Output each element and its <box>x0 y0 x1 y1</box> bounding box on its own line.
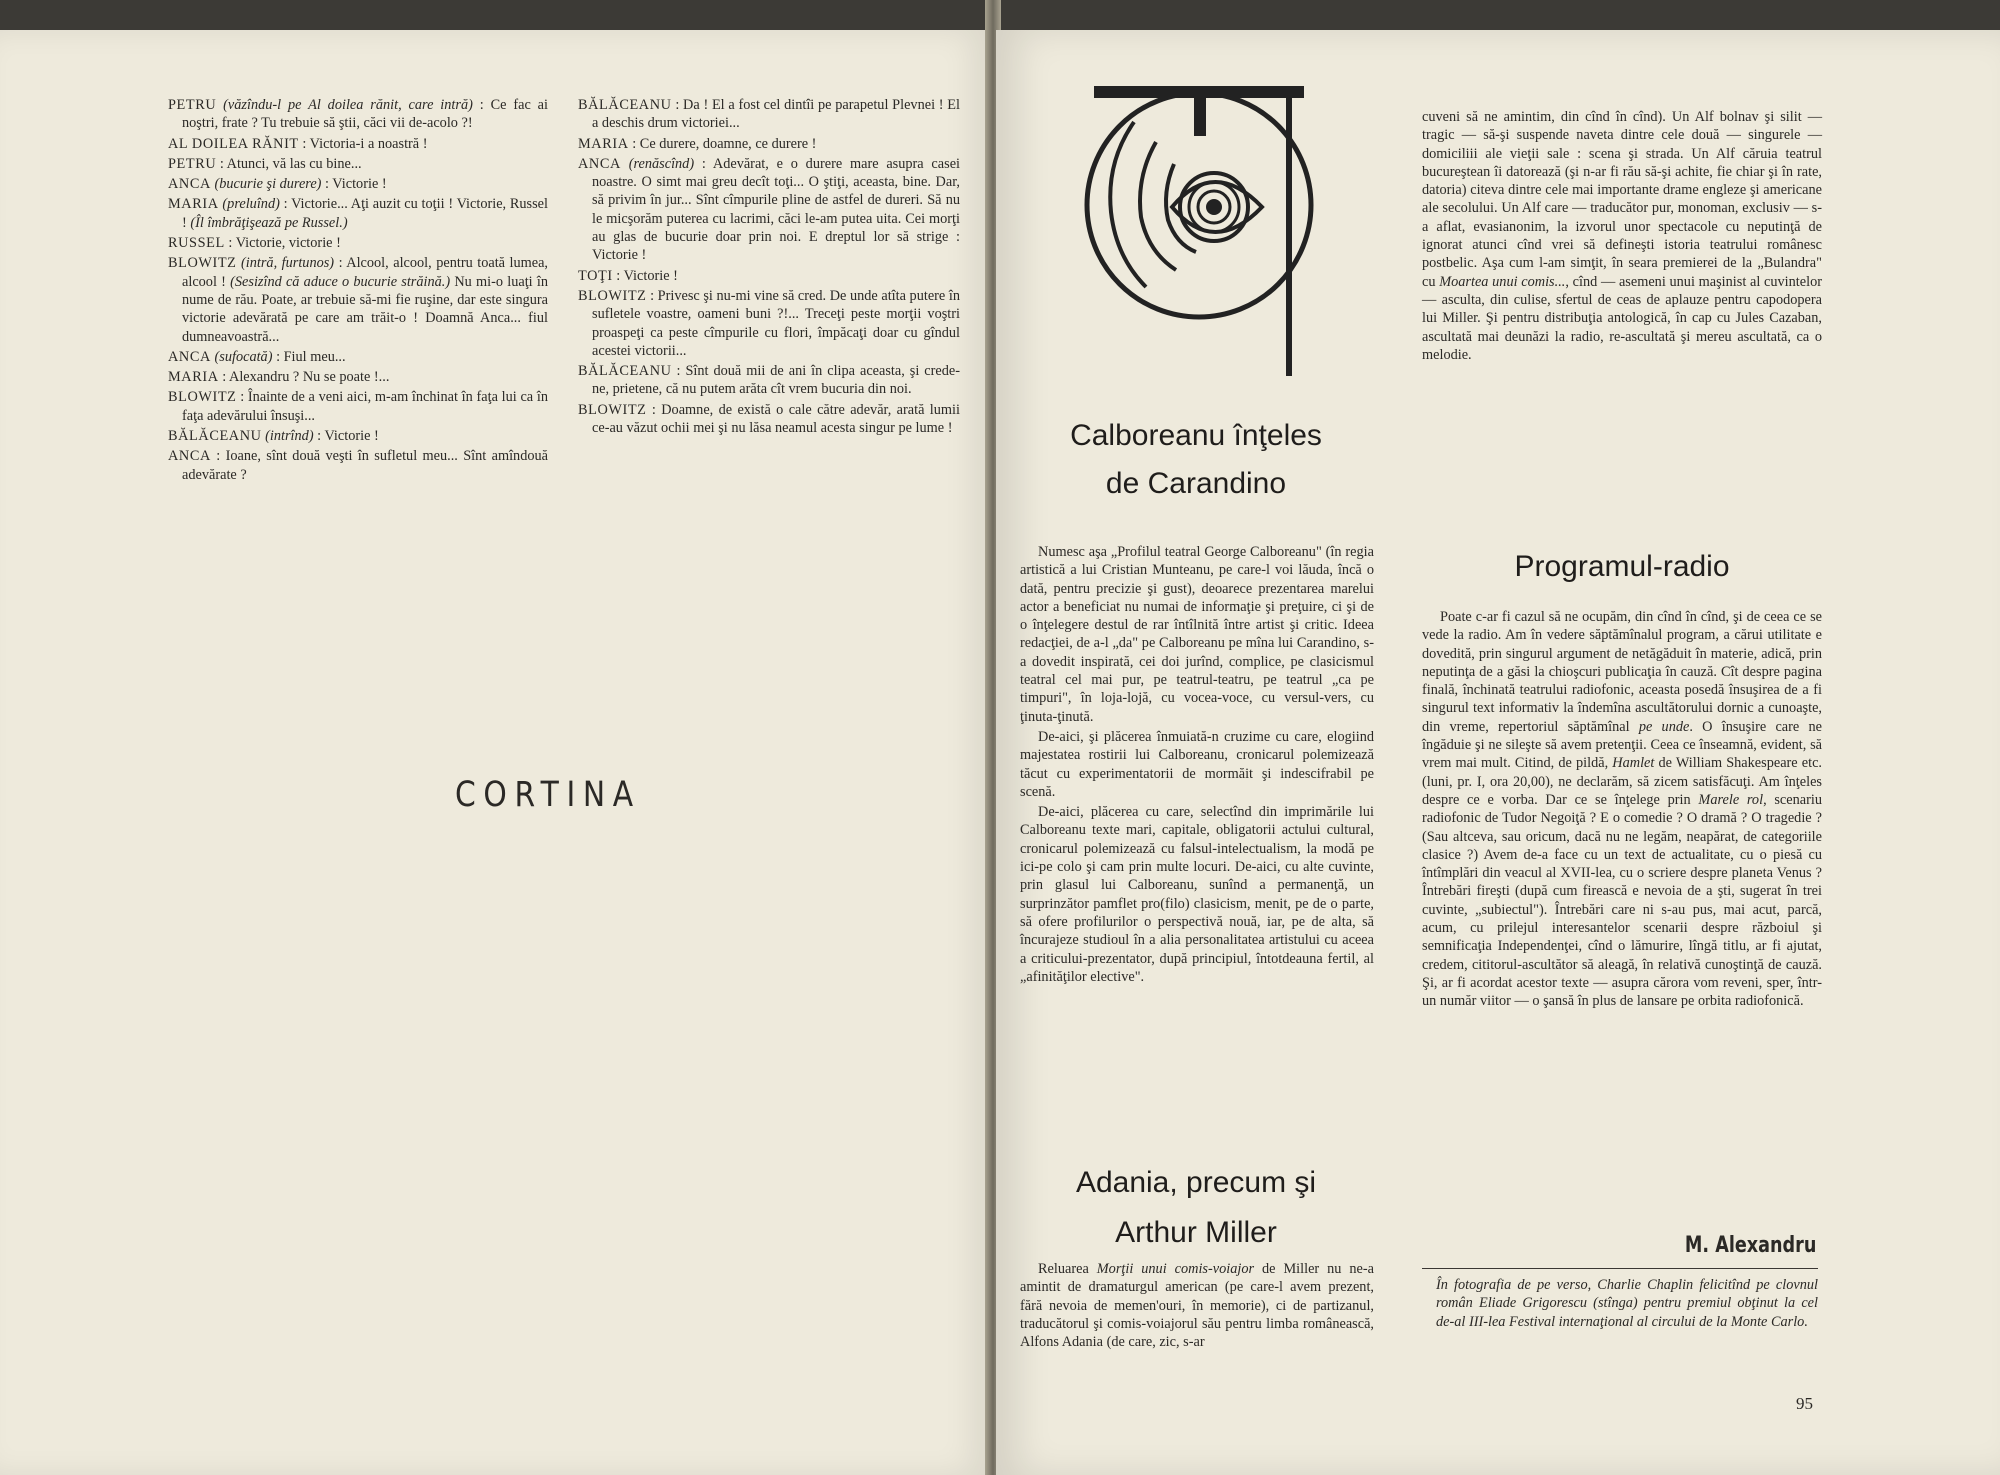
dialogue-line <box>578 267 960 285</box>
dialogue-text: : Victorie ! <box>325 176 387 193</box>
article2-body <box>1020 1260 1374 1353</box>
speaker-name: ANCA <box>168 176 211 193</box>
article2-title-line2: Arthur Miller <box>1115 1216 1277 1249</box>
stage-direction: (Sesizînd că aduce o bucurie străină.) <box>230 273 451 290</box>
article1-title <box>1060 412 1332 508</box>
article1-paragraph: De-aici, şi plăcerea înmuiată-n cruzime cu care, elogiind majestatea rostirii lui Calboreanu, cronicarul polemizează tăcut cu experimentatorii de mormăit şi indescifrabil pe scenă. <box>1020 728 1374 800</box>
speaker-name: MARIA <box>578 135 629 152</box>
dialogue-line <box>168 388 548 425</box>
dialogue-line <box>578 401 960 438</box>
dialogue-text: : Sînt două mii de ani în clipa aceasta, şi crede-ne, prietene, că nu putem arăta cît vrem bucuria din noi. <box>592 363 960 398</box>
stage-direction: (preluînd) <box>222 196 280 213</box>
theatre-t-logo-icon <box>1076 52 1326 382</box>
speaker-name: ANCA <box>168 448 211 465</box>
article2-title-line1: Adania, precum şi <box>1075 1166 1317 1199</box>
cortina-heading: CORTINA <box>455 775 641 815</box>
article3-title: Programul-radio <box>1514 550 1730 583</box>
article1-body <box>1020 543 1374 988</box>
speaker-name: AL DOILEA RĂNIT <box>168 135 299 152</box>
dialogue-line <box>578 155 960 265</box>
dialogue-text: : Ce fac ai noştri, frate ? Tu trebuie să ştii, căci vii de-acolo ?! <box>182 97 548 132</box>
stage-direction: (sufocată) <box>214 348 273 365</box>
speaker-name: PETRU <box>168 155 217 172</box>
dialogue-line <box>578 362 960 399</box>
article3-paragraph <box>1422 608 1822 1011</box>
article3-body <box>1422 608 1822 1013</box>
italic-run: Hamlet <box>1612 755 1655 772</box>
speaker-name: PETRU <box>168 97 217 113</box>
stage-direction: (intră, furtunos) <box>241 255 335 272</box>
speaker-name: RUSSEL <box>168 235 225 252</box>
dialogue-line <box>168 254 548 345</box>
article1-title-line2: de Carandino <box>1105 467 1287 500</box>
stage-direction: (intrînd) <box>265 428 314 445</box>
speaker-name: ANCA <box>168 348 211 365</box>
article1-paragraph: Numesc aşa „Profilul teatral George Calboreanu" (în regia artistică a lui Cristian Munteanu, pe care-l voi lăuda, încă o dată, pentru precizie şi gust), deoarece prezentarea marelui actor a beneficiat nu numai de informaţie şi preţuire, ci şi de o înţelegere destul de rar întîlnită între artist şi critic. Ideea redacţiei, de a-l „da" pe Calboreanu pe mîna lui Carandino, s-a dovedit inspirată, cei doi jurînd, complice, pe clasicismul teatral cel mai pur, pe teatrul-teatru, pe teatrul „ca pe timpuri", în loja-lojă, cu vocea-voce, cu versul-vers, cu ţinuta-ţinută. <box>1020 544 1374 725</box>
dialogue-line <box>168 348 548 366</box>
text-run: , scenariu radiofonic de Tudor Negoiţă ? E o comedie ? O dramă ? O tragedie ? (Sau altceva, sau oricum, dacă nu ne legăm, neapărat, de categoriile clasice ?) Avem de-a face cu un text de actualitate, cu o piesă cu întîmplări din veacul al XVII-lea, cu o scriere despre planeta Venus ? Întrebări fireşti (după cum firească e nevoia de a şti, sugerat în trei cuvinte, „subiectul"). Întrebări care ni s-au pus, mai acut, parcă, acum, cu prilejul interesantelor scenarii despre războiul şi semnificaţia Independenţei, cînd o lămurire, lîngă titlu, ar fi ajutat, credem, cititorul-ascultător să aleagă, în relativă cunoştinţă de cauză. Şi, ar fi acordat acestor texte — asupra cărora vom reveni, sper, într-un număr viitor — o şansă în plus de lansare pe orbita radiofonică. <box>1422 791 1823 1010</box>
dialogue-text: : Victoria-i a noastră ! <box>302 135 428 152</box>
dialogue-line <box>168 175 548 193</box>
dialogue-line <box>578 135 960 153</box>
speaker-name: BĂLĂCEANU <box>578 363 672 380</box>
text-run: Reluarea <box>1038 1261 1097 1277</box>
text-run: de William Shakespeare etc. (luni, pr. I, ora 20,00), ne declarăm, să zicem satisfăcuţi. Am înţeles despre ce e vorba. Dar ce se înţelege prin <box>1422 755 1823 808</box>
dialogue-line <box>168 368 548 386</box>
stage-direction: (Îl îmbrăţişează pe Russel.) <box>190 214 348 231</box>
dialogue-text: : Ioane, sînt două veşti în sufletul meu... Sînt amîndouă adevărate ? <box>182 448 548 483</box>
article2-title <box>1060 1158 1332 1258</box>
speaker-name: TOŢI <box>578 267 613 284</box>
dialogue-text: : Victorie ! <box>616 267 678 284</box>
speaker-name: BLOWITZ <box>168 389 237 406</box>
speaker-name: BLOWITZ <box>578 401 647 418</box>
dialogue-line <box>168 195 548 232</box>
logo-letter: T <box>1106 341 1114 355</box>
dialogue-text: : Victorie... Aţi auzit cu toţii ! Victorie, Russel ! <box>182 196 548 231</box>
text-run: cuveni să ne amintim, din cînd în cînd). Un Alf bolnav şi silit — tragic — să-şi suspende naveta dintre cele două — singurele — domiciliii ale vieţii sale : scena şi strada. Un Alf căruia teatrul bucureştean îi datorează (şi n-ar fi rău să-şi achite, fie chiar şi în rate, datoria) citeva dintre cele mai importante drame engleze şi americane ale secolului. Un Alf care — traducător pur, monoman, exclusiv — s-a aflat, evasianonim, la izvorul unor spectacole cu neputinţă de ignorat atunci cînd vrei să defineşti istoria teatrului românesc postbelic. Aşa cum l-am simţit, în seara premierei de la „Bulandra" cu <box>1422 109 1822 290</box>
article1-paragraph: De-aici, plăcerea cu care, selectînd din imprimările lui Calboreanu texte mari, capitale, obligatorii actului cultural, cronicarul polemizează cu falsul-intelectualism, la modă pe ici-pe colo şi cam prin multe locuri. De-aici, cu alte cuvinte, prin glasul lui Calboreanu, sunînd a permanenţă, un surprinzător pamflet pro(filo) clasicism, menit, pe de o parte, să ofere profilurilor o perspectivă nouă, iar, pe de alta, să încurajeze studioul în a alia personalitatea artistului cu aceea a criticului-prezentator, după principiul, întotdeauna fertil, al „afinităţilor elective". <box>1020 804 1374 985</box>
dialogue-text: : Atunci, vă las cu bine... <box>219 155 362 172</box>
play-title: Moartea unui comis... <box>1439 273 1566 290</box>
text-run: , cînd — asemeni unui maşinist al cuvintelor — asculta, din culise, sfertul de ceas de aplauze pentru capodopera lui Miller. Şi pentru distribuţia antologică, în cap cu Jules Cazaban, ascultată mai deunăzi la radio, re-ascultată şi mereu ascultată, ca o melodie. <box>1422 273 1822 363</box>
dialogue-text: : Ce durere, doamne, ce durere ! <box>632 135 817 152</box>
dialogue-text: : Da ! El a fost cel dintîi pe parapetul Plevnei ! El a deschis drum victoriei... <box>592 97 961 132</box>
dialogue-line <box>168 447 548 484</box>
text-run: Poate c-ar fi cazul să ne ocupăm, din cînd în cînd, şi de ceea ce se vede la radio. Am în vedere săptămînalul program, a cărui utilitate e dovedită, prin singurul argument de netăgăduit în materie, adică, prin neputinţa de a găsi la chioşcuri publicaţia în cauză. Cît despre pagina finală, închinată teatrului radiofonic, aceasta posedă însuşirea de a fi singurul text informativ la îndemîna ascultătorului dornic a cunoaşte, din vreme, repertoriul săptămînal <box>1422 609 1822 735</box>
dialogue-line <box>168 135 548 153</box>
speaker-name: BLOWITZ <box>168 255 237 272</box>
right-page <box>996 30 2000 1475</box>
dialogue-text: : Alcool, alcool, pentru toată lumea, alcool ! <box>182 255 549 290</box>
stage-direction: (văzîndu-l pe Al doilea rănit, care intră) <box>223 97 473 113</box>
speaker-name: BĂLĂCEANU <box>578 97 672 113</box>
dialogue-text: : Adevărat, e o durere mare asupra casei noastre. O simt mai greu decît toţi... O ştiţi, aceasta, bine. Dar, să privim în jur... Sînt cîmpurile pline de astfel de dureri. Să nu le micşorăm puterea cu lacrimi, căci le-am putea uita. Cei morţi au glas de bucurie doar prin noi. E dreptul lor să strige : Victorie ! <box>592 155 961 264</box>
article2-continued-paragraph <box>1422 108 1822 364</box>
dialogue-text: Nu mi-o luaţi în nume de rău. Poate, ar trebuie să-mi fie ruşine, dar este singura victorie adevărată pe care am trăit-o ! Doamnă Anca... fiul dumneavoastră... <box>182 273 548 345</box>
article1-title-line1: Calboreanu înţeles <box>1070 419 1322 452</box>
dialogue-text: : Victorie, victorie ! <box>228 235 341 252</box>
dialogue-text: : Fiul meu... <box>276 348 346 365</box>
speaker-name: ANCA <box>578 155 621 172</box>
speaker-name: BLOWITZ <box>578 287 647 304</box>
stage-direction: (bucurie şi durere) <box>214 176 322 193</box>
dialogue-line <box>168 155 548 173</box>
dialogue-line <box>168 96 548 133</box>
text-run: . O însuşire care ne îngăduie şi ne sileşte să avem pretenţii. Ceea ce înseamnă, evident, să vrem mai mult. Citind, de pildă, <box>1422 718 1822 772</box>
dialogue-text: : Doamne, de există o cale către adevăr, arată lumii ce-au văzut ochii mei şi nu lăsa neamul acesta singur pe lume ! <box>592 401 960 437</box>
dialogue-line <box>168 427 548 445</box>
italic-run: pe unde <box>1638 718 1690 735</box>
article2-paragraph <box>1020 1260 1374 1351</box>
dialogue-line <box>578 287 960 360</box>
dialogue-text: : Înainte de a veni aici, m-am închinat în faţa lui ca în faţa adevărului însuşi... <box>182 389 548 424</box>
dialogue-line <box>168 234 548 252</box>
text-run: de Miller nu ne-a amintit de dramaturgul american (pe care-l avem prezent, fără nevoia de memen'ouri, în memorie), ci de partizanul, traducătorul şi comis-voiajorul său pentru limba românească, Alfons Adania (de care, zic, s-ar <box>1020 1261 1374 1351</box>
speaker-name: MARIA <box>168 196 219 213</box>
play-title: Morţii unui comis-voiajor <box>1096 1261 1255 1277</box>
dialogue-text: : Alexandru ? Nu se poate !... <box>222 369 390 386</box>
italic-run: Marele rol <box>1698 791 1764 808</box>
play-text-column-2 <box>578 96 960 439</box>
speaker-name: BĂLĂCEANU <box>168 428 262 445</box>
article3-author: M. Alexandru <box>1684 1233 1816 1258</box>
stage-direction: (renăscînd) <box>628 155 695 172</box>
left-page <box>0 30 990 1475</box>
play-text-column-1 <box>168 96 548 486</box>
dialogue-text: : Privesc şi nu-mi vine să cred. De unde atîta putere în sufletele voastre, oameni buni ?!... Treceţi peste morţii voştri proaspeţi ca peste cîmpurile cu flori, împăcaţi doar cu gîndul acestei victorii... <box>592 287 960 359</box>
photo-caption-text: În fotografia de pe verso, Charlie Chaplin felicitînd pe clovnul român Eliade Grigorescu (stînga) pentru premiul obţinut la cel de-al III-lea Festival internaţional al circului de la Monte Carlo. <box>1436 1277 1818 1330</box>
photo-caption <box>1436 1276 1818 1333</box>
dialogue-line <box>578 96 960 133</box>
page-number: 95 <box>1796 1394 1813 1413</box>
speaker-name: MARIA <box>168 369 219 386</box>
dialogue-text: : Victorie ! <box>317 428 379 445</box>
caption-divider <box>1422 1268 1818 1269</box>
article2-continued <box>1422 108 1822 366</box>
